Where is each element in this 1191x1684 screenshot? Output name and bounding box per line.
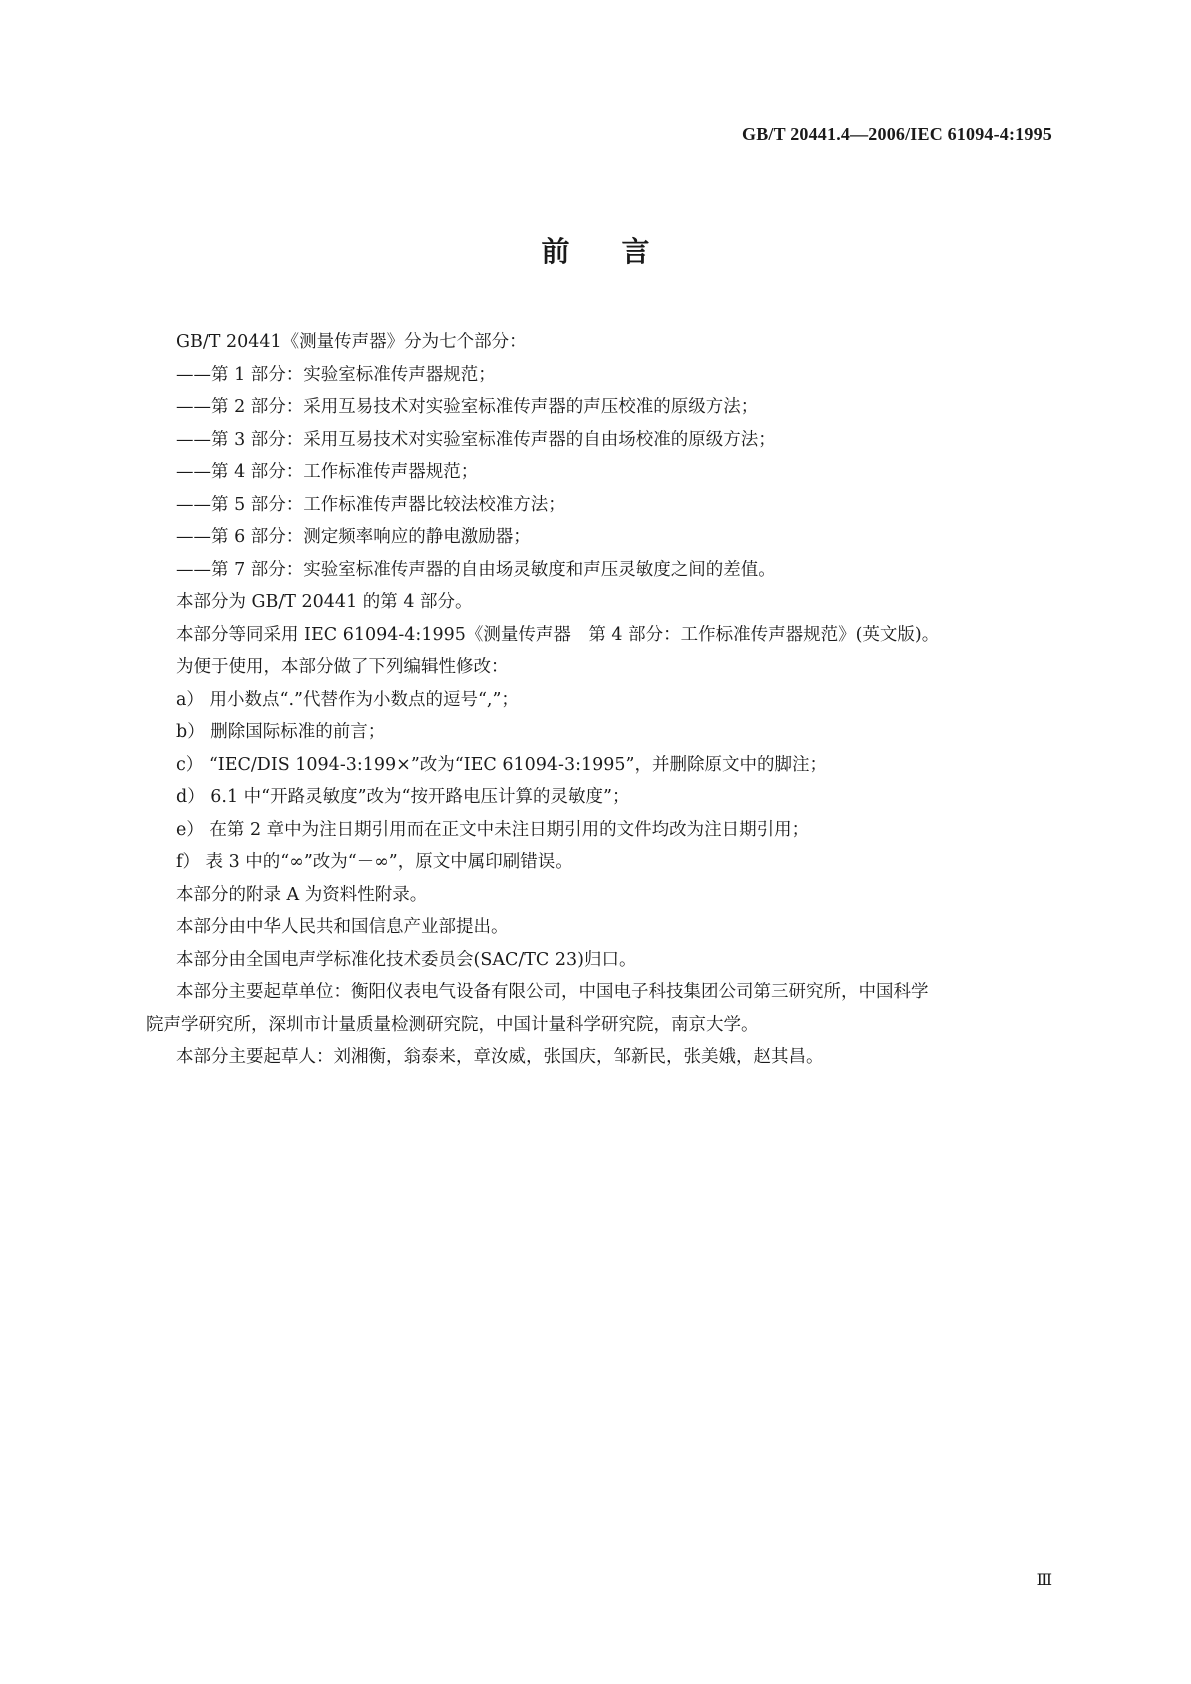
edit-list-item: a） 用小数点“.”代替作为小数点的逗号“,”； — [176, 689, 519, 710]
part-list-item: ——第 6 部分：测定频率响应的静电激励器； — [176, 527, 531, 547]
drafting-units-line-2: 院声学研究所，深圳市计量质量检测研究院，中国计量科学研究院，南京大学。 — [146, 1014, 759, 1035]
edit-list-item: e） 在第 2 章中为注日期引用而在正文中未注日期引用的文件均改为注日期引用； — [176, 819, 810, 840]
edit-list-item: c） “IEC/DIS 1094-3:199×”改为“IEC 61094-3:1995”，并删除原文中的脚注； — [176, 754, 827, 775]
part-list-item: ——第 1 部分：实验室标准传声器规范； — [176, 364, 496, 385]
appendix-note: 本部分的附录 A 为资料性附录。 — [176, 884, 428, 905]
part-statement: 本部分为 GB/T 20441 的第 4 部分。 — [176, 592, 473, 612]
edit-list-item: f） 表 3 中的“∞”改为“－∞”，原文中属印刷错误。 — [176, 852, 573, 872]
part-list-item: ——第 4 部分：工作标准传声器规范； — [176, 462, 479, 482]
edit-list-item: b） 删除国际标准的前言； — [176, 722, 386, 742]
page-title: 前言 — [541, 235, 702, 268]
edits-intro: 为便于使用，本部分做了下列编辑性修改： — [176, 657, 509, 677]
intro-text: GB/T 20441《测量传声器》分为七个部分： — [176, 332, 527, 352]
part-list-item: ——第 3 部分：采用互易技术对实验室标准传声器的自由场校准的原级方法； — [176, 429, 776, 450]
part-list-item: ——第 5 部分：工作标准传声器比较法校准方法； — [176, 494, 566, 515]
committee-note: 本部分由全国电声学标准化技术委员会(SAC/TC 23)归口。 — [176, 949, 637, 970]
standard-code: GB/T 20441.4—2006/IEC 61094-4:1995 — [742, 124, 1052, 144]
foreword-body — [146, 326, 1055, 1074]
edit-list-item: d） 6.1 中“开路灵敏度”改为“按开路电压计算的灵敏度”； — [176, 787, 630, 807]
proposer-note: 本部分由中华人民共和国信息产业部提出。 — [176, 917, 509, 937]
part-list-item: ——第 7 部分：实验室标准传声器的自由场灵敏度和声压灵敏度之间的差值。 — [176, 559, 776, 580]
drafting-units-line-1: 本部分主要起草单位：衡阳仪表电气设备有限公司，中国电子科技集团公司第三研究所，中国科学 — [176, 982, 929, 1002]
part-list-item: ——第 2 部分：采用互易技术对实验室标准传声器的声压校准的原级方法； — [176, 397, 759, 417]
adoption-statement: 本部分等同采用 IEC 61094-4:1995《测量传声器 第 4 部分：工作标准传声器规范》(英文版)。 — [176, 624, 940, 645]
page-number: Ⅲ — [1036, 1572, 1052, 1589]
drafters-note: 本部分主要起草人：刘湘衡，翁泰来，章汝威，张国庆，邹新民，张美娥，赵其昌。 — [176, 1047, 824, 1067]
